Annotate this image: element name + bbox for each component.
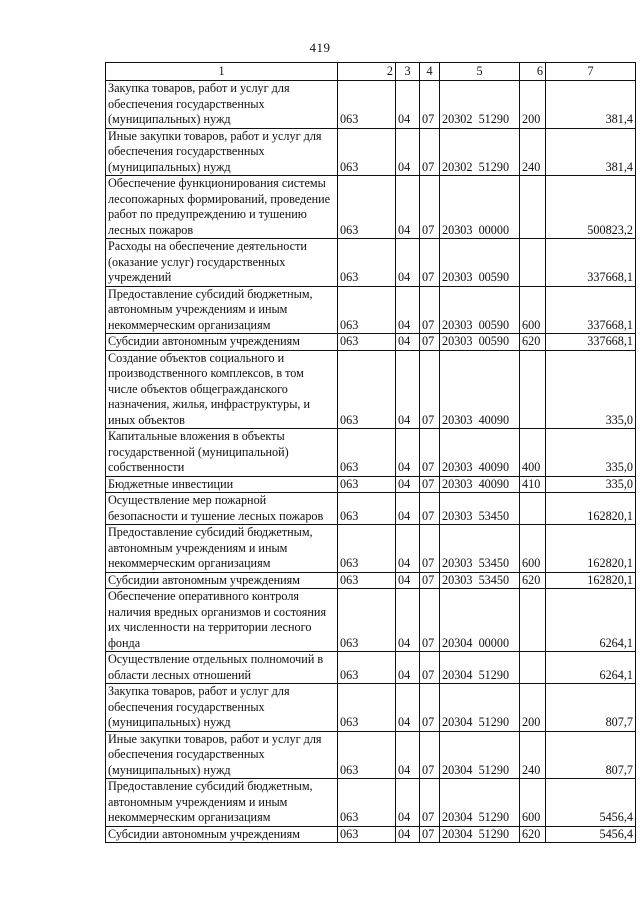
- row-col-6: 200: [520, 81, 546, 129]
- row-col-6: 620: [520, 826, 546, 843]
- row-col-5: 20303 40090: [440, 429, 520, 477]
- row-col-4: 07: [420, 493, 440, 525]
- row-col-5: 20302 51290: [440, 128, 520, 176]
- row-col-2: 063: [338, 525, 396, 573]
- row-col-5: 20303 00590: [440, 334, 520, 351]
- row-col-7: 335,0: [546, 429, 636, 477]
- row-col-2: 063: [338, 684, 396, 732]
- row-col-2: 063: [338, 493, 396, 525]
- row-col-4: 07: [420, 525, 440, 573]
- row-col-3: 04: [396, 572, 420, 589]
- row-col-3: 04: [396, 81, 420, 129]
- row-col-5: 20303 53450: [440, 572, 520, 589]
- table-row: [106, 176, 636, 239]
- row-col-5: 20303 00590: [440, 286, 520, 334]
- row-col-5: 20304 51290: [440, 779, 520, 827]
- row-name: Предоставление субсидий бюджетным, автономным учреждениям и иным некоммерческим организациям: [106, 779, 338, 827]
- row-col-4: 07: [420, 429, 440, 477]
- table-row: [106, 652, 636, 684]
- row-col-6: 240: [520, 731, 546, 779]
- row-col-3: 04: [396, 493, 420, 525]
- row-col-5: 20303 00000: [440, 176, 520, 239]
- row-col-6: 240: [520, 128, 546, 176]
- row-name: Обеспечение оперативного контроля наличия вредных организмов и состояния их численности на территории лесного фонда: [106, 589, 338, 652]
- row-col-7: 381,4: [546, 128, 636, 176]
- row-col-6: 600: [520, 779, 546, 827]
- header-col-5: 5: [440, 63, 520, 81]
- row-col-4: 07: [420, 176, 440, 239]
- row-col-7: 807,7: [546, 684, 636, 732]
- row-name: Создание объектов социального и производственного комплексов, в том числе объектов общегражданского назначения, жилья, инфраструктуры, и иных объектов: [106, 350, 338, 429]
- row-col-4: 07: [420, 81, 440, 129]
- header-col-3: 3: [396, 63, 420, 81]
- row-col-2: 063: [338, 286, 396, 334]
- row-col-4: 07: [420, 476, 440, 493]
- table-row: [106, 128, 636, 176]
- row-col-7: 335,0: [546, 476, 636, 493]
- row-col-3: 04: [396, 589, 420, 652]
- row-name: Субсидии автономным учреждениям: [106, 334, 338, 351]
- row-col-6: 400: [520, 429, 546, 477]
- table-row: [106, 286, 636, 334]
- row-col-7: 381,4: [546, 81, 636, 129]
- row-name: Бюджетные инвестиции: [106, 476, 338, 493]
- table-row: [106, 589, 636, 652]
- row-col-2: 063: [338, 826, 396, 843]
- row-col-6: 620: [520, 334, 546, 351]
- row-col-2: 063: [338, 731, 396, 779]
- row-col-4: 07: [420, 334, 440, 351]
- row-col-4: 07: [420, 731, 440, 779]
- row-name: Предоставление субсидий бюджетным, автономным учреждениям и иным некоммерческим организациям: [106, 286, 338, 334]
- row-name: Капитальные вложения в объекты государственной (муниципальной) собственности: [106, 429, 338, 477]
- row-col-6: [520, 239, 546, 287]
- row-col-3: 04: [396, 334, 420, 351]
- row-col-6: 600: [520, 525, 546, 573]
- row-col-2: 063: [338, 128, 396, 176]
- row-col-4: 07: [420, 779, 440, 827]
- row-name: Обеспечение функционирования системы лесопожарных формирований, проведение работ по предупреждению и тушению лесных пожаров: [106, 176, 338, 239]
- row-col-7: 337668,1: [546, 334, 636, 351]
- table-row: [106, 525, 636, 573]
- row-col-7: 335,0: [546, 350, 636, 429]
- row-col-6: 200: [520, 684, 546, 732]
- row-col-3: 04: [396, 731, 420, 779]
- row-col-2: 063: [338, 779, 396, 827]
- row-col-6: [520, 176, 546, 239]
- row-col-7: 6264,1: [546, 652, 636, 684]
- row-name: Иные закупки товаров, работ и услуг для обеспечения государственных (муниципальных) нужд: [106, 731, 338, 779]
- row-col-7: 5456,4: [546, 826, 636, 843]
- row-col-7: 162820,1: [546, 525, 636, 573]
- row-col-4: 07: [420, 350, 440, 429]
- row-col-2: 063: [338, 334, 396, 351]
- row-col-2: 063: [338, 239, 396, 287]
- row-col-7: 337668,1: [546, 286, 636, 334]
- header-col-2: 2: [338, 63, 396, 81]
- table-row: [106, 334, 636, 351]
- table-row: [106, 429, 636, 477]
- row-col-5: 20304 51290: [440, 731, 520, 779]
- row-col-7: 5456,4: [546, 779, 636, 827]
- row-col-2: 063: [338, 572, 396, 589]
- table-body: [106, 81, 636, 843]
- row-name: Расходы на обеспечение деятельности (оказание услуг) государственных учреждений: [106, 239, 338, 287]
- budget-table: [105, 62, 636, 843]
- row-name: Закупка товаров, работ и услуг для обеспечения государственных (муниципальных) нужд: [106, 684, 338, 732]
- row-col-2: 063: [338, 429, 396, 477]
- row-col-2: 063: [338, 350, 396, 429]
- table-row: [106, 81, 636, 129]
- row-col-7: 337668,1: [546, 239, 636, 287]
- row-col-3: 04: [396, 429, 420, 477]
- row-col-4: 07: [420, 572, 440, 589]
- row-name: Закупка товаров, работ и услуг для обеспечения государственных (муниципальных) нужд: [106, 81, 338, 129]
- row-col-3: 04: [396, 350, 420, 429]
- table-row: [106, 731, 636, 779]
- row-col-5: 20304 51290: [440, 826, 520, 843]
- table-row: [106, 239, 636, 287]
- table-row: [106, 684, 636, 732]
- row-name: Иные закупки товаров, работ и услуг для обеспечения государственных (муниципальных) нужд: [106, 128, 338, 176]
- row-col-3: 04: [396, 684, 420, 732]
- table-row: [106, 493, 636, 525]
- row-col-3: 04: [396, 779, 420, 827]
- table-row: [106, 779, 636, 827]
- row-col-3: 04: [396, 176, 420, 239]
- row-col-3: 04: [396, 826, 420, 843]
- row-col-5: 20304 00000: [440, 589, 520, 652]
- row-col-6: 410: [520, 476, 546, 493]
- row-col-4: 07: [420, 652, 440, 684]
- row-col-3: 04: [396, 652, 420, 684]
- row-col-3: 04: [396, 476, 420, 493]
- row-col-3: 04: [396, 286, 420, 334]
- row-name: Осуществление мер пожарной безопасности и тушение лесных пожаров: [106, 493, 338, 525]
- row-col-4: 07: [420, 286, 440, 334]
- row-col-2: 063: [338, 589, 396, 652]
- row-name: Осуществление отдельных полномочий в области лесных отношений: [106, 652, 338, 684]
- row-col-5: 20302 51290: [440, 81, 520, 129]
- row-col-4: 07: [420, 128, 440, 176]
- row-col-5: 20303 40090: [440, 350, 520, 429]
- row-col-6: [520, 652, 546, 684]
- row-name: Субсидии автономным учреждениям: [106, 826, 338, 843]
- row-col-4: 07: [420, 239, 440, 287]
- row-col-7: 500823,2: [546, 176, 636, 239]
- row-col-7: 807,7: [546, 731, 636, 779]
- row-col-6: [520, 493, 546, 525]
- header-col-4: 4: [420, 63, 440, 81]
- row-col-3: 04: [396, 128, 420, 176]
- row-col-5: 20304 51290: [440, 652, 520, 684]
- page-number: 419: [309, 40, 331, 55]
- row-col-5: 20303 00590: [440, 239, 520, 287]
- row-col-5: 20303 53450: [440, 525, 520, 573]
- row-col-2: 063: [338, 176, 396, 239]
- row-col-7: 162820,1: [546, 493, 636, 525]
- row-col-3: 04: [396, 239, 420, 287]
- row-col-6: 600: [520, 286, 546, 334]
- row-name: Предоставление субсидий бюджетным, автономным учреждениям и иным некоммерческим организациям: [106, 525, 338, 573]
- row-col-4: 07: [420, 589, 440, 652]
- row-col-3: 04: [396, 525, 420, 573]
- table-row: [106, 572, 636, 589]
- header-col-7: 7: [546, 63, 636, 81]
- row-col-6: [520, 589, 546, 652]
- row-col-2: 063: [338, 652, 396, 684]
- row-name: Субсидии автономным учреждениям: [106, 572, 338, 589]
- row-col-7: 162820,1: [546, 572, 636, 589]
- row-col-2: 063: [338, 476, 396, 493]
- header-col-1: 1: [106, 63, 338, 81]
- row-col-4: 07: [420, 826, 440, 843]
- row-col-5: 20303 53450: [440, 493, 520, 525]
- row-col-6: [520, 350, 546, 429]
- table-row: [106, 826, 636, 843]
- row-col-5: 20303 40090: [440, 476, 520, 493]
- row-col-2: 063: [338, 81, 396, 129]
- row-col-7: 6264,1: [546, 589, 636, 652]
- row-col-4: 07: [420, 684, 440, 732]
- table-row: [106, 350, 636, 429]
- table-row: [106, 476, 636, 493]
- table-header-row: [106, 63, 636, 81]
- row-col-6: 620: [520, 572, 546, 589]
- header-col-6: 6: [520, 63, 546, 81]
- row-col-5: 20304 51290: [440, 684, 520, 732]
